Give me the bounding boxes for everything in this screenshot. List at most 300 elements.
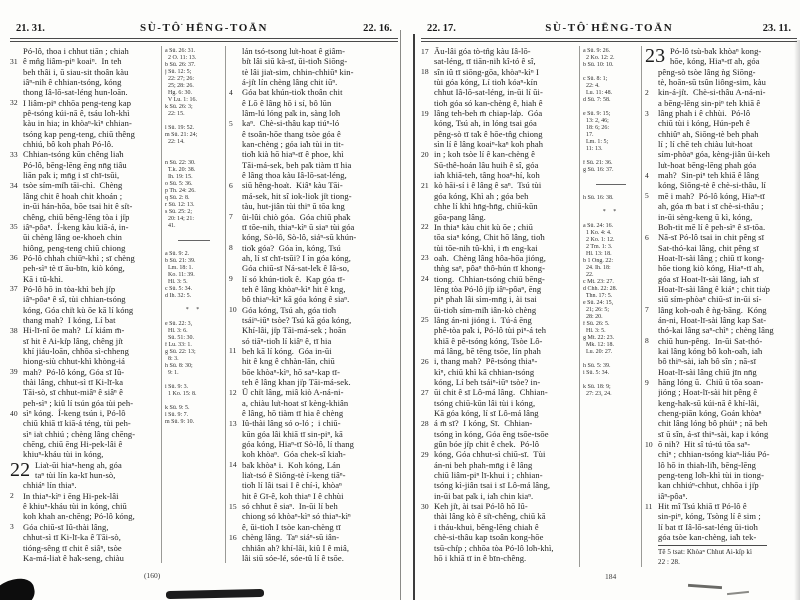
verse-number: 23 bbox=[421, 253, 429, 263]
verse-text: tio̍h kià hō hiaⁿ-tī ê phoe, khì bbox=[242, 149, 344, 160]
verse-number bbox=[10, 336, 23, 346]
text-line bbox=[10, 501, 161, 511]
verse-text: á m̄ sī? I kóng, Sī. Chhian- bbox=[434, 418, 533, 429]
verse-text: sìⁿ ia̍t chhiú ; chèng lâng chēng- bbox=[23, 428, 136, 439]
text-line bbox=[645, 522, 797, 532]
verse-text: chhiáⁿ lín thiaⁿ. bbox=[23, 480, 77, 491]
text-line bbox=[229, 356, 398, 366]
verse-text: thong Iâ-lō-sat-léng hun-loān. bbox=[23, 87, 128, 98]
verse-number bbox=[229, 543, 242, 553]
verse-number: 4 bbox=[645, 170, 649, 180]
verse-text: tsóng chiū-kūn lâi tùi i kóng, bbox=[434, 397, 536, 408]
verse-text: ia̍h khiā-teh, tâng hoaⁿ-hí, koh bbox=[434, 170, 540, 181]
text-line bbox=[645, 532, 797, 542]
reference-line: 2 Tm. 1: 3. bbox=[583, 244, 613, 250]
text-line bbox=[229, 346, 398, 356]
text-line bbox=[229, 98, 398, 108]
verse-text: kūn góa lâi khiā tī sin-piⁿ, kā bbox=[242, 428, 343, 439]
text-line bbox=[10, 253, 161, 263]
verse-number: 8 bbox=[229, 243, 233, 253]
verse-number bbox=[645, 491, 658, 501]
text-line bbox=[10, 274, 161, 284]
text-line bbox=[645, 263, 797, 273]
reference-line: f Lu. 33: 1. bbox=[165, 342, 192, 348]
verse-text: lu̍t-hoat bēng-lēng phah góa bbox=[658, 159, 757, 170]
reference-line: 11: 13. bbox=[583, 146, 603, 152]
reference-line: a Sū. 9: 26. bbox=[583, 48, 611, 54]
text-line bbox=[421, 87, 579, 97]
verse-number bbox=[421, 170, 434, 180]
text-line bbox=[421, 356, 579, 366]
verse-text: pê-tsóng kúi-nā ê, tsáu lo̍h-khì bbox=[23, 108, 130, 119]
verse-text: lí ; lí chē teh chiàu lu̍t-hoat bbox=[658, 139, 753, 150]
verse-number bbox=[645, 294, 658, 304]
verse-text: kai lâng kóng bô koh-oa̍h, ia̍h bbox=[658, 345, 763, 356]
verse-text: iâⁿ-pôaⁿ. Í-keng kàu kiā-á, in- bbox=[23, 221, 129, 232]
text-line bbox=[645, 180, 797, 190]
verse-text: siū sím-phòaⁿ chiū-sī in-ūi sí- bbox=[658, 294, 762, 305]
verse-text: lia̍t-tsó ê Siōng-tè í-keng tiāⁿ- bbox=[242, 470, 346, 481]
text-line bbox=[10, 480, 161, 490]
reference-line: a Sū. 9: 2. bbox=[165, 251, 190, 257]
verse-number bbox=[421, 336, 434, 346]
verse-number bbox=[421, 346, 434, 356]
text-line bbox=[10, 387, 161, 397]
verse-text: tio̍k góa? Góa ìn, kóng, Tsú bbox=[242, 242, 341, 253]
text-line bbox=[645, 67, 797, 77]
verse-number: 19 bbox=[421, 108, 429, 118]
text-line bbox=[645, 129, 797, 139]
text-line bbox=[421, 77, 579, 87]
verse-text: chhiú, bô koh phah Pó-lô. bbox=[23, 139, 114, 150]
verse-text: chhut-sì tī Ki-lī-ka ê Tāi-sò, bbox=[23, 532, 121, 543]
verse-number bbox=[10, 398, 23, 408]
verse-text: sím-phòaⁿ góa, kèng-jiân ûi-keh bbox=[658, 149, 770, 160]
text-line: Pó-lô tsù-ba̍k khòaⁿ kong- bbox=[670, 46, 762, 56]
text-line bbox=[421, 253, 579, 263]
verse-number: 37 bbox=[10, 284, 18, 294]
text-line bbox=[229, 87, 398, 97]
verse-number: 36 bbox=[10, 253, 18, 263]
verse-number bbox=[10, 377, 23, 387]
verse-number: 10 bbox=[645, 439, 653, 449]
verse-number: 11 bbox=[645, 501, 653, 511]
text-line bbox=[229, 325, 398, 335]
verse-text: kan-chèng ; góa ia̍h tùi in tit- bbox=[242, 139, 344, 150]
page-number: 184 bbox=[605, 572, 617, 581]
text-line bbox=[645, 325, 797, 335]
left-page-header bbox=[10, 22, 398, 36]
verse-text: Góa bat khún-tio̍k thoân chit bbox=[242, 87, 343, 98]
text-line bbox=[10, 294, 161, 304]
text-line bbox=[229, 449, 398, 459]
verse-number bbox=[645, 139, 658, 149]
verse-text: in ; koh tsòe lí ê kan-chèng ê bbox=[434, 149, 535, 160]
verse-text: Kā i tû-khì. bbox=[23, 273, 64, 284]
verse-number bbox=[10, 263, 23, 273]
verse-number bbox=[10, 418, 23, 428]
verse-number bbox=[645, 243, 658, 253]
verse-number: 4 bbox=[229, 87, 233, 97]
verse-number bbox=[10, 429, 23, 439]
text-line bbox=[229, 56, 398, 66]
reference-line bbox=[165, 314, 223, 321]
verse-text: ūi chèng lâng oe-khoeh chin bbox=[23, 232, 123, 243]
left-page-columns bbox=[10, 46, 398, 563]
reference-line: 25; 28: 26. bbox=[165, 83, 194, 89]
text-line bbox=[645, 418, 797, 428]
verse-text: Tē 5 tsat: Khòaⁿ Chhut Ai-ki̍p kì bbox=[658, 547, 753, 556]
reference-line: h Sū. 5: 39. bbox=[583, 363, 611, 369]
verse-text: sat-léng, tī tiān-nih kî-tó ê sî, bbox=[434, 56, 536, 67]
text-line bbox=[229, 470, 398, 480]
text-line bbox=[10, 212, 161, 222]
verse-number: 38 bbox=[10, 325, 18, 335]
verse-text: I liâm-piⁿ chhōa peng-teng kap bbox=[23, 97, 132, 108]
text-line bbox=[10, 222, 161, 232]
verse-text: chèng lâng. Taⁿ siáⁿ-sū iân- bbox=[242, 532, 340, 543]
verse-number bbox=[10, 294, 23, 304]
verse-number bbox=[421, 553, 434, 563]
text-line bbox=[229, 387, 398, 397]
verse-text: chìⁿ ; chhian-tsóng kiaⁿ-liáu Pó- bbox=[658, 449, 770, 460]
reference-line bbox=[583, 153, 639, 160]
right-page-header bbox=[421, 22, 797, 36]
verse-text: teh ê lâng khan ji̍p Tāi-má-sek. bbox=[242, 377, 351, 387]
verse-number bbox=[229, 201, 242, 211]
scan-smudge-artifact bbox=[166, 589, 264, 599]
verse-number bbox=[10, 315, 23, 325]
text-line bbox=[229, 377, 398, 387]
text-line bbox=[229, 108, 398, 118]
verse-number: 33 bbox=[10, 149, 18, 159]
verse-text: kaⁿ. Chè-si-thâu kap tiúⁿ-ló bbox=[242, 118, 340, 129]
text-line bbox=[229, 222, 398, 232]
text-line bbox=[421, 98, 579, 108]
verse-number bbox=[645, 274, 658, 284]
text-line bbox=[10, 398, 161, 408]
chapter-number: 22 bbox=[10, 459, 31, 481]
reference-line: 22: 15. bbox=[165, 111, 185, 117]
verse-text: ê tsoân-hōe thang tsòe góa ê bbox=[242, 128, 341, 139]
verse-number: 29 bbox=[421, 449, 429, 459]
text-line bbox=[229, 418, 398, 428]
reference-line bbox=[165, 146, 223, 153]
text-line bbox=[10, 377, 161, 387]
verse-text: khiā ê pê-tsóng kóng, Tsòe Lô- bbox=[434, 335, 543, 346]
text-line bbox=[421, 470, 579, 480]
verse-text: lí só khún-tio̍k ê. Kap góa tī- bbox=[242, 273, 346, 284]
verse-text: 22 : 28. bbox=[658, 557, 680, 566]
verse-text: tàu, hut-jiân tùi thiⁿ ū tōa kng bbox=[242, 201, 345, 212]
text-line bbox=[229, 491, 398, 501]
text-line bbox=[645, 232, 797, 242]
verse-number bbox=[421, 294, 434, 304]
verse-text: sī hit ê Ai-ki̍p lâng, chêng ji̍t bbox=[23, 335, 124, 346]
text-line bbox=[421, 387, 579, 397]
verse-text: mah? Sin-piⁿ teh khiā ê lâng bbox=[658, 170, 759, 181]
reference-line bbox=[583, 216, 639, 223]
reference-line: 22: 4. bbox=[583, 83, 600, 89]
text-line bbox=[645, 460, 797, 470]
verse-text: sin-piⁿ, kóng, Tsòng lí ê sim ; bbox=[658, 511, 761, 522]
text-line bbox=[10, 429, 161, 439]
verse-text: Sū-thê-hoán lâu huih ê sî, góa bbox=[434, 159, 539, 170]
text-line bbox=[645, 87, 797, 97]
verse-text: ê, ūi-tio̍h I tsòe kan-chèng tī bbox=[242, 521, 341, 532]
reference-line: Hl. 3: 5. bbox=[165, 279, 188, 285]
verse-text: hōe tiong kiò kóng, Hiaⁿ-tī ah, bbox=[658, 263, 765, 274]
text-line bbox=[645, 315, 797, 325]
text-line bbox=[645, 480, 797, 490]
text-line bbox=[421, 418, 579, 428]
verse-text: má lâng, bē tēng tsōe, lín phah bbox=[434, 345, 541, 356]
reference-line: g Sū. 22: 13; bbox=[165, 349, 196, 355]
text-line: hōe, kóng, Hiaⁿ-tī ah, góa bbox=[670, 56, 760, 67]
verse-number bbox=[229, 511, 242, 521]
text-line bbox=[10, 367, 161, 377]
reference-line: h Sū. 16: 38. bbox=[583, 195, 614, 201]
text-line bbox=[229, 170, 398, 180]
verse-number bbox=[645, 429, 658, 439]
reference-line: T.k. 20: 38. bbox=[165, 167, 196, 173]
verse-text: in-ūi hán-hōa, bōe tsai hit ê si̍t- bbox=[23, 201, 133, 212]
verse-number bbox=[229, 429, 242, 439]
reference-line: 21; 26: 5; bbox=[583, 307, 610, 313]
text-line bbox=[10, 491, 161, 501]
verse-number bbox=[229, 284, 242, 294]
verse-number bbox=[645, 398, 658, 408]
verse-number: 9 bbox=[229, 274, 233, 284]
verse-number bbox=[229, 149, 242, 159]
text-line bbox=[645, 367, 797, 377]
verse-number: 34 bbox=[10, 180, 18, 190]
text-line bbox=[421, 180, 579, 190]
verse-text: Hit mî Tsú khiā tī Pó-lô ê bbox=[658, 501, 747, 512]
verse-number bbox=[229, 160, 242, 170]
reference-line bbox=[165, 244, 223, 251]
verse-text: chhe lí khì hn̄g-hn̄g, chiū-kūn bbox=[434, 201, 538, 212]
verse-number: 6 bbox=[645, 232, 649, 242]
verse-text: thài lâng, chhut-sì tī Ki-lī-ka bbox=[23, 377, 124, 387]
text-column-1 bbox=[421, 46, 579, 567]
verse-text: lí bat tī Iâ-lō-sat-léng ūi-tio̍h bbox=[658, 521, 758, 532]
text-line bbox=[10, 180, 161, 190]
running-ref-left: 22. 17. bbox=[427, 23, 456, 34]
reference-line: f Sū. 21: 36. bbox=[583, 160, 613, 166]
verse-text: tsóng kap peng-teng, chiū thêng bbox=[23, 128, 135, 139]
text-line bbox=[421, 367, 579, 377]
reference-line: k Sū. 18: 9; bbox=[583, 384, 611, 390]
verse-number bbox=[10, 108, 23, 118]
verse-text: án-ni beh phah-mn̄g i ê lâng bbox=[434, 459, 533, 470]
verse-number bbox=[229, 356, 242, 366]
verse-text: in-ūi sèng-keng ū kì, kóng, bbox=[658, 211, 753, 222]
verse-number bbox=[10, 201, 23, 211]
verse-number bbox=[229, 470, 242, 480]
verse-text: tùi tōe-nih tû-khì, i m̄ eng-kai bbox=[434, 242, 538, 253]
reference-line: g Mt. 22: 23. bbox=[583, 335, 615, 341]
verse-number: 40 bbox=[10, 408, 18, 418]
reference-line: 8: 3. bbox=[165, 356, 179, 362]
reference-line: 1 Ko. 4: 4. bbox=[583, 230, 612, 236]
verse-number bbox=[421, 139, 434, 149]
text-line bbox=[421, 108, 579, 118]
verse-text: in-ūi bat pa̍k i, ia̍h chin kiaⁿ. bbox=[434, 490, 534, 501]
verse-number bbox=[229, 294, 242, 304]
reference-line: 2 Ko. 1: 12. bbox=[583, 237, 615, 243]
verse-text: hit ê Gī-ê, koh thiaⁿ I ê chhùi bbox=[242, 490, 344, 501]
reference-line: j Sū. 12: 5; bbox=[165, 69, 192, 75]
text-line bbox=[229, 305, 398, 315]
reference-line: Ko. 11: 39. bbox=[165, 272, 195, 278]
verse-number bbox=[229, 56, 242, 66]
chapter-number: 23 bbox=[645, 46, 666, 67]
reference-line: b Sū. 26: 37. bbox=[165, 62, 196, 68]
verse-text: lán tsó-tsong lu̍t-hoat ê giâm- bbox=[242, 46, 346, 56]
verse-text: lâi siū sóe-lé, sóe-tû lí ê tsōe. bbox=[242, 552, 344, 563]
reference-line: 28: 20. bbox=[583, 314, 603, 320]
reference-line: a Sū. 24: 16. bbox=[583, 223, 614, 229]
verse-text: Góa kóng, Tsú ah, góa tio̍h bbox=[242, 304, 337, 315]
verse-number bbox=[421, 77, 434, 87]
right-page bbox=[421, 22, 797, 581]
text-line bbox=[421, 398, 579, 408]
verse-number bbox=[229, 367, 242, 377]
verse-number bbox=[10, 501, 23, 511]
verse-number bbox=[645, 263, 658, 273]
verse-number bbox=[645, 511, 658, 521]
verse-number bbox=[645, 408, 658, 418]
verse-number bbox=[229, 439, 242, 449]
reference-line bbox=[583, 377, 639, 384]
verse-text: Pó-lô hō in tòa-khì beh ji̍p bbox=[23, 283, 116, 294]
text-line bbox=[10, 149, 161, 159]
verse-number bbox=[421, 470, 434, 480]
verse-text: hit ê kng ê chhàn-lān, chiū bbox=[242, 356, 335, 367]
verse-text: chēng, chiū ēng Hi-pek-lâi ê bbox=[23, 439, 123, 450]
reference-line bbox=[165, 377, 223, 384]
text-line bbox=[10, 232, 161, 242]
verse-text: Pó-lô chhah chiūⁿ-khì ; sī chèng bbox=[23, 252, 135, 263]
reference-line: i Sū. 9: 3. bbox=[165, 384, 189, 390]
verse-text: koh khah an-chēng; Pó-lô kóng, bbox=[23, 511, 135, 522]
text-line bbox=[10, 284, 161, 294]
verse-number bbox=[645, 325, 658, 335]
verse-text: i tháu-khui, bēng-lēng chiah ê bbox=[434, 521, 539, 532]
page-number: (160) bbox=[144, 571, 161, 580]
verse-number bbox=[421, 429, 434, 439]
verse-text: iâⁿ-nih ê chhian-tsóng, kóng bbox=[23, 77, 122, 88]
reference-line bbox=[165, 300, 223, 307]
verse-text: peh-sìⁿ ; kiû lí tsún góa tùi peh- bbox=[23, 397, 134, 408]
reference-line: * * bbox=[602, 209, 620, 215]
verse-text: iâⁿ-pôaⁿ. bbox=[658, 490, 688, 501]
verse-text: chiū khiā tī kiā-á téng, tùi peh- bbox=[23, 418, 131, 429]
verse-number bbox=[421, 367, 434, 377]
verse-text: oa̍h. Chèng lâng hôa-hōa jióng, bbox=[434, 252, 546, 263]
text-line bbox=[229, 253, 398, 263]
reference-line: g Sū. 16: 37. bbox=[583, 167, 614, 173]
verse-number: 7 bbox=[645, 305, 649, 315]
text-line bbox=[645, 294, 797, 304]
text-line bbox=[229, 522, 398, 532]
verse-number bbox=[229, 553, 242, 563]
verse-number bbox=[229, 108, 242, 118]
text-line bbox=[421, 522, 579, 532]
verse-number bbox=[645, 222, 658, 232]
text-line bbox=[10, 511, 161, 521]
reference-line: p Th. 24: 26. bbox=[165, 188, 196, 194]
verse-number bbox=[645, 98, 658, 108]
verse-text: kin-á-ji̍t. Chè-si-thâu A-ná-ni- bbox=[658, 87, 766, 98]
text-line bbox=[229, 398, 398, 408]
text-line bbox=[421, 511, 579, 521]
chapter-start bbox=[10, 460, 161, 481]
verse-number bbox=[421, 129, 434, 139]
verse-number bbox=[10, 553, 23, 563]
text-line bbox=[645, 491, 797, 501]
reference-line: h Sū. 8: 30; bbox=[165, 363, 193, 369]
page-edge-line bbox=[413, 34, 415, 600]
verse-number bbox=[229, 522, 242, 532]
verse-text: Góa chiū-sī Iû-thài lâng, bbox=[23, 521, 109, 532]
verse-number bbox=[421, 160, 434, 170]
verse-number bbox=[645, 118, 658, 128]
verse-text: sī ū sîn, á-sī thiⁿ-sài, kap i kóng bbox=[658, 428, 769, 439]
verse-text: ê Lō ê lâng hō i sí, bô lūn bbox=[242, 97, 332, 108]
verse-text: kóng, Góa chi̍t kù ōe kā lí kóng bbox=[23, 304, 134, 315]
text-line bbox=[421, 129, 579, 139]
verse-number bbox=[10, 511, 23, 521]
reference-line: o Sū. 5: 36. bbox=[165, 181, 193, 187]
reference-line: d Sū. 7: 58. bbox=[583, 97, 611, 103]
text-line bbox=[421, 170, 579, 180]
verse-number bbox=[421, 408, 434, 418]
verse-text: lô hō in thiah-li̍h, bēng-lēng bbox=[658, 459, 757, 470]
verse-text: Keh ji̍t, ài tsai Pó-lô hō Iû- bbox=[434, 501, 528, 512]
verse-text: ba̍k khòaⁿ i. Koh kóng, Lán bbox=[242, 459, 341, 470]
text-line bbox=[645, 191, 797, 201]
verse-number bbox=[421, 522, 434, 532]
text-line bbox=[10, 77, 161, 87]
verse-text: piⁿ phah lâi sìm-mn̄g i, ài tsai bbox=[434, 294, 537, 305]
verse-number bbox=[421, 212, 434, 222]
verse-text: chêng, chiū bēng-lēng tòa i ji̍p bbox=[23, 211, 130, 222]
text-line bbox=[421, 491, 579, 501]
verse-number bbox=[229, 46, 242, 56]
text-line bbox=[645, 501, 797, 511]
reference-line: b Sū. 21: 39. bbox=[165, 258, 196, 264]
text-line bbox=[421, 191, 579, 201]
reference-line: k Sū. 9: 5. bbox=[165, 405, 190, 411]
verse-text: chit lâng lóng bô phúiⁿ ; nā beh bbox=[658, 418, 768, 429]
verse-number bbox=[421, 232, 434, 242]
text-line bbox=[10, 263, 161, 273]
verse-text: lâng án-ni jióng i. Tú-á ēng bbox=[434, 314, 532, 325]
text-column-1 bbox=[10, 46, 161, 563]
verse-number: 5 bbox=[645, 191, 649, 201]
verse-number bbox=[10, 232, 23, 242]
reference-line bbox=[583, 174, 639, 181]
verse-number bbox=[421, 491, 434, 501]
verse-text: mah? Pó-lô kóng, Góa sī Iû- bbox=[23, 366, 125, 377]
verse-number: 7 bbox=[229, 212, 233, 221]
text-line bbox=[10, 315, 161, 325]
verse-number bbox=[421, 325, 434, 335]
verse-number bbox=[229, 491, 242, 501]
text-line bbox=[229, 129, 398, 139]
